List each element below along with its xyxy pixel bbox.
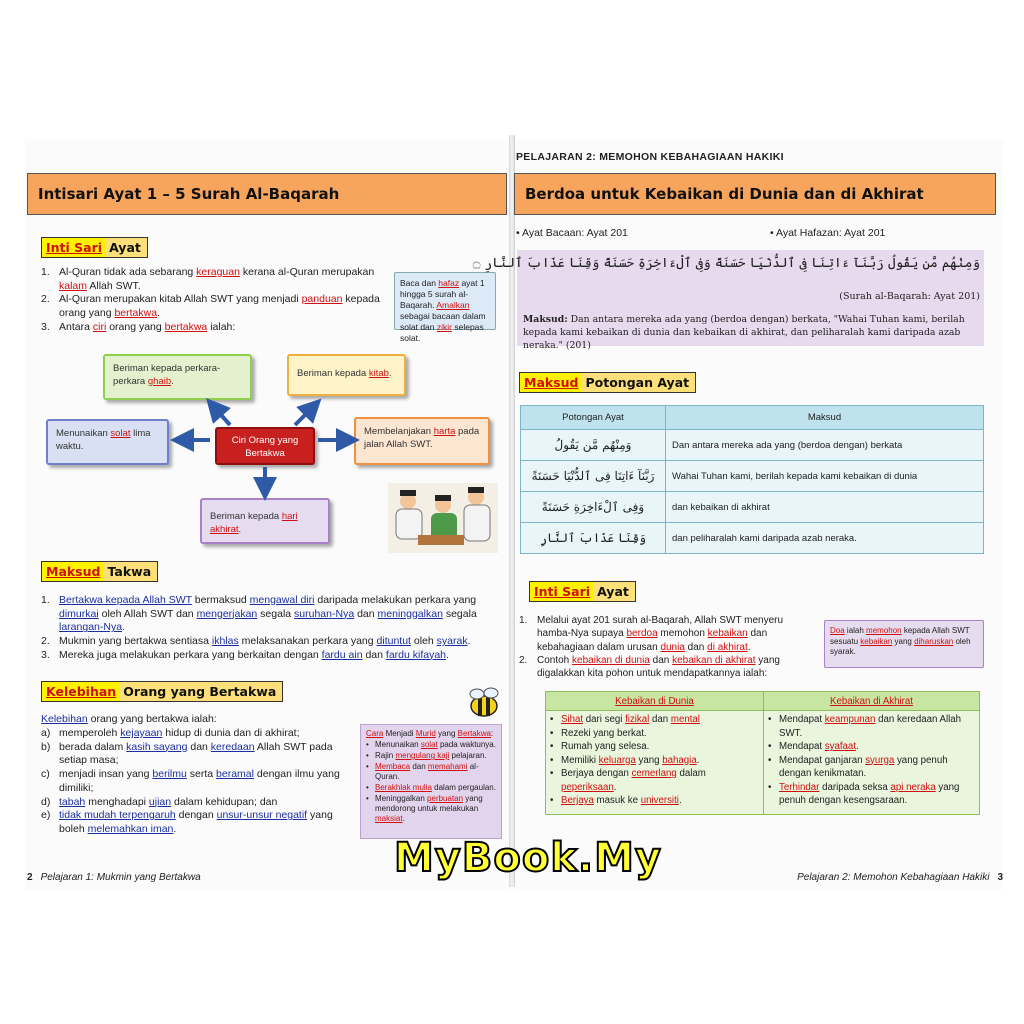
list-text: Memiliki keluarga yang bahagia. — [561, 754, 700, 766]
cara-title-part: : — [490, 729, 494, 738]
keyword: hafaz — [438, 278, 460, 288]
takwa-heading — [41, 561, 158, 582]
keyword: syurga — [865, 754, 895, 766]
keyword: bahagia — [662, 754, 697, 766]
keyword: melemahkan iman — [87, 822, 174, 835]
list-number: 1. — [519, 615, 528, 626]
list-text: Sihat dari segi fizikal dan mental — [561, 714, 700, 725]
list-letter: c) — [41, 768, 50, 781]
heading-text: Takwa — [104, 561, 158, 582]
bullet: • — [366, 762, 369, 771]
keyword: peperiksaan — [561, 781, 614, 793]
box-solat: Menunaikan solat lima waktu. — [46, 419, 169, 465]
surah-reference: (Surah al-Baqarah: Ayat 201) — [839, 291, 980, 302]
keyword: tidak mudah terpengaruh — [59, 809, 176, 822]
ayat-hafazan: • Ayat Hafazan: Ayat 201 — [770, 227, 886, 239]
table-row — [521, 430, 984, 461]
cara-title-part: Cara — [366, 729, 384, 738]
list-item — [519, 614, 819, 654]
footer-left — [27, 872, 201, 883]
keyword: kebaikan di dunia — [572, 654, 650, 666]
book-spine — [509, 135, 515, 887]
keyword: suruhan-Nya — [294, 607, 355, 620]
heading-text: Potongan Ayat — [582, 372, 696, 393]
list-text: Bertakwa kepada Allah SWT bermaksud mengawal diri daripada melakukan perkara yang dimurkai oleh Allah SWT dan mengerjakan segala suruhan-Nya dan meninggalkan segala larangan-Nya. — [59, 594, 477, 634]
footer-right — [788, 872, 1003, 883]
keyword: berilmu — [152, 768, 187, 781]
hafaz-note: Baca dan hafaz ayat 1 hingga 5 surah al-Baqarah. Amalkan sebagai bacaan dalam solat dan zikir selepas solat. — [394, 272, 496, 330]
ayat-bacaan: • Ayat Bacaan: Ayat 201 — [516, 227, 628, 239]
list-text: Mendapat syafaat. — [779, 741, 859, 752]
cara-item-text: Rajin mengulang kaji pelajaran. — [375, 751, 487, 760]
arabic-cell: وَمِنْهُم مَّن يَقُولُ — [521, 430, 666, 461]
bee-icon — [464, 684, 504, 722]
list-item — [550, 740, 759, 754]
keyword: perbuatan — [427, 794, 464, 803]
left-banner: Intisari Ayat 1 – 5 Surah Al-Baqarah — [27, 173, 507, 215]
list-item — [41, 635, 501, 649]
cara-item-text: Menunaikan solat pada waktunya. — [375, 740, 496, 749]
list-number: 3. — [41, 320, 50, 333]
list-item — [41, 649, 501, 663]
list-text: Mendapat keampunan dan keredaan Allah SWT. — [779, 714, 962, 739]
keyword: Berjaya — [561, 795, 594, 806]
maksud-paragraph — [523, 313, 981, 352]
bullet: • — [768, 741, 772, 752]
meaning-cell: Dan antara mereka ada yang (berdoa dengan) berkata — [666, 430, 984, 461]
keyword: Kelebihan — [41, 713, 88, 725]
list-text: Mukmin yang bertakwa sentiasa ikhlas melaksanakan perkara yang dituntut oleh syarak. — [59, 635, 471, 648]
list-text: Melalui ayat 201 surah al-Baqarah, Allah SWT menyeru hamba-Nya supaya berdoa memohon kebaikan dan kebahagiaan dalam urusan dunia dan di akhirat. — [537, 615, 784, 653]
meaning-cell: dan peliharalah kami daripada azab neraka. — [666, 523, 984, 554]
keyword: dunia — [660, 641, 685, 653]
bullet: • — [366, 751, 369, 760]
doa-note: Doa ialah memohon kepada Allah SWT sesuatu kebaikan yang diharuskan oleh syarak. — [824, 620, 984, 668]
list-item — [550, 754, 759, 768]
list-text: Rezeki yang berkat. — [561, 727, 647, 739]
arabic-cell: وَفِى ٱلْءَاخِرَةِ حَسَنَةً — [521, 492, 666, 523]
bullet: • — [550, 754, 554, 766]
keyword: kasih sayang — [126, 740, 188, 753]
keyword: larangan-Nya — [59, 621, 123, 634]
meaning-cell: dan kebaikan di akhirat — [666, 492, 984, 523]
table-row — [521, 523, 984, 554]
list-text: menjadi insan yang berilmu serta beramal dengan ilmu yang dimiliki; — [59, 768, 340, 794]
kebaikan-akhirat-cell — [764, 711, 980, 815]
list-number: 1. — [41, 594, 50, 606]
keyword: keredaan — [210, 740, 255, 753]
keyword: syarak — [436, 635, 468, 648]
keyword: panduan — [301, 293, 343, 306]
list-letter: a) — [41, 727, 51, 739]
kebaikan-dunia-cell — [546, 711, 764, 815]
list-letter: d) — [41, 795, 51, 808]
intisari-list-left — [41, 266, 386, 335]
list-item — [41, 768, 353, 795]
heading-keyword: Kelebihan — [41, 681, 120, 702]
list-item — [41, 266, 386, 293]
keyword: dimurkai — [59, 607, 99, 620]
list-number: 3. — [41, 648, 50, 661]
cara-item — [366, 783, 496, 793]
cara-title-part: yang — [435, 729, 458, 738]
keyword: ghaib — [147, 376, 172, 387]
list-text: Terhindar daripada seksa api neraka yang penuh dengan kesengsaraan. — [779, 781, 960, 806]
box-akhirat: Beriman kepada hari akhirat. — [200, 498, 330, 544]
keyword: fardu kifayah — [385, 648, 447, 661]
bullet: • — [550, 727, 554, 739]
keyword: api neraka — [890, 781, 936, 793]
col-header: Kebaikan di Akhirat — [764, 692, 980, 711]
cara-item-text: Membaca dan memahami al-Quran. — [375, 762, 479, 781]
keyword: cemerlang — [631, 768, 677, 779]
keyword: Bertakwa kepada Allah SWT — [59, 594, 192, 606]
footer-text: Pelajaran 2: Memohon Kebahagiaan Hakiki — [797, 872, 990, 883]
students-illustration — [388, 483, 498, 553]
heading-keyword: Maksud — [41, 561, 104, 582]
heading-text: Orang yang Bertakwa — [120, 681, 283, 702]
bullet: • — [768, 714, 772, 725]
bullet: • — [550, 714, 554, 725]
page-header-title: PELAJARAN 2: MEMOHON KEBAHAGIAAN HAKIKI — [516, 151, 784, 163]
cara-item-text: Berakhlak mulia dalam pergaulan. — [375, 783, 496, 792]
cara-item — [366, 794, 496, 824]
list-item — [41, 796, 353, 810]
bullet: • — [550, 768, 554, 779]
keyword: keraguan — [196, 266, 240, 278]
col-header: Potongan Ayat — [521, 406, 666, 430]
col-header: Kebaikan di Dunia — [546, 692, 764, 711]
list-number: 2. — [41, 635, 50, 648]
list-text: Contoh kebaikan di dunia dan kebaikan di akhirat yang digalakkan kita pohon untuk mendapatkannya ialah: — [537, 654, 780, 680]
keyword: Berakhlak mulia — [375, 783, 432, 792]
kebaikan-table — [545, 691, 980, 815]
keyword: solat — [110, 428, 131, 439]
cara-title-part: Menjadi — [383, 729, 416, 738]
cara-list — [366, 740, 496, 824]
arabic-verse: وَمِنْهُم مَّن يَقُولُ رَبَّنَآ ءَاتِنَا فِى ٱلدُّنْيَا حَسَنَةً وَفِى ٱلْءَاخِرَةِ حَسَنَةً وَقِنَا عَذَابَ ٱلنَّارِ ۝ — [472, 256, 980, 271]
watermark: MyBook.My — [394, 835, 663, 881]
bullet: • — [768, 781, 772, 793]
keyword: mengerjakan — [196, 607, 258, 620]
cara-murid-box — [360, 724, 502, 839]
bullet: • — [366, 740, 369, 749]
footer-text: Pelajaran 1: Mukmin yang Bertakwa — [40, 872, 201, 883]
keyword: Sihat — [561, 714, 584, 725]
cara-title-part: Bertakwa — [457, 729, 491, 738]
kelebihan-heading — [41, 681, 283, 702]
list-item — [41, 293, 386, 320]
list-text: Berjaya masuk ke universiti. — [561, 795, 682, 806]
list-text: Mereka juga melakukan perkara yang berkaitan dengan fardu ain dan fardu kifayah. — [59, 648, 449, 661]
list-text: tidak mudah terpengaruh dengan unsur-unsur negatif yang boleh melemahkan iman. — [59, 809, 333, 835]
bullet: • — [768, 754, 772, 766]
table-row — [521, 461, 984, 492]
list-item — [41, 727, 353, 741]
keyword: bertakwa — [164, 320, 208, 333]
list-item — [41, 321, 386, 335]
heading-keyword: Maksud — [519, 372, 582, 393]
box-kitab: Beriman kepada kitab. — [287, 354, 406, 396]
list-letter: b) — [41, 740, 51, 753]
arabic-cell: رَبَّنَآ ءَاتِنَا فِى ٱلدُّنْيَا حَسَنَةً — [521, 461, 666, 492]
list-item — [550, 767, 759, 794]
keyword: ujian — [148, 795, 172, 808]
keyword: harta — [433, 426, 456, 437]
list-item — [768, 754, 975, 781]
keyword: Terhindar — [779, 781, 820, 793]
keyword: tabah — [59, 795, 86, 808]
col-header: Maksud — [666, 406, 984, 430]
keyword: keluarga — [598, 754, 636, 766]
keyword: mental — [670, 714, 700, 725]
keyword: kitab — [368, 368, 389, 379]
keyword: ciri — [92, 320, 107, 333]
cara-item — [366, 751, 496, 761]
keyword: memahami — [427, 762, 468, 771]
keyword: hari akhirat — [210, 511, 298, 535]
list-item — [519, 654, 819, 681]
cara-item — [366, 740, 496, 750]
arabic-cell: وَقِنَا عَذَابَ ٱلنَّارِ — [521, 523, 666, 554]
keyword: mengawal diri — [249, 594, 315, 606]
keyword: unsur-unsur negatif — [216, 809, 308, 822]
keyword: Doa — [830, 626, 845, 635]
list-item — [41, 809, 353, 836]
keyword: di akhirat — [707, 641, 748, 653]
potongan-table — [520, 405, 984, 554]
keyword: berdoa — [626, 628, 658, 640]
keyword: kebaikan — [707, 628, 748, 640]
keyword: memohon — [866, 626, 902, 635]
heading-keyword: Inti Sari — [529, 581, 594, 602]
bullet: • — [366, 783, 369, 792]
list-text: Rumah yang selesa. — [561, 741, 650, 752]
keyword: dituntut — [376, 635, 411, 648]
list-item — [768, 713, 975, 740]
box-center-ciri: Ciri Orang yang Bertakwa — [215, 427, 315, 465]
keyword: meninggalkan — [377, 607, 443, 620]
list-item — [768, 740, 975, 754]
bullet: • — [550, 795, 554, 806]
keyword: kalam — [59, 279, 88, 292]
keyword: universiti — [640, 795, 679, 806]
list-item — [41, 741, 353, 768]
keyword: solat — [420, 740, 438, 749]
keyword: bertakwa — [114, 307, 158, 320]
list-item — [550, 727, 759, 741]
cara-item-text: Meninggalkan perbuatan yang mendorong untuk melakukan maksiat. — [375, 794, 483, 823]
keyword: zikir — [436, 322, 452, 332]
diagram-arrows — [170, 395, 360, 500]
cara-item — [366, 762, 496, 782]
list-number: 1. — [41, 266, 50, 278]
heading-text: Ayat — [594, 581, 636, 602]
keyword: mengulang kaji — [395, 751, 450, 760]
page-number: 3 — [997, 872, 1003, 883]
list-number: 2. — [519, 654, 528, 666]
bullet: • — [366, 794, 369, 803]
cara-title-part: Murid — [415, 729, 436, 738]
box-ghaib: Beriman kepada perkara-perkara ghaib. — [103, 354, 252, 400]
keyword: diharuskan — [914, 636, 954, 646]
potongan-heading — [519, 372, 696, 393]
intisari-heading-left — [41, 237, 148, 258]
keyword: kebaikan di akhirat — [672, 654, 756, 666]
keyword: kejayaan — [120, 727, 163, 739]
ayat-hafazan-text: Ayat Hafazan: Ayat 201 — [776, 227, 886, 239]
box-harta: Membelanjakan harta pada jalan Allah SWT. — [354, 417, 490, 465]
list-item — [550, 713, 759, 727]
table-row — [521, 492, 984, 523]
keyword: keampunan — [824, 714, 876, 725]
list-text: tabah menghadapi ujian dalam kehidupan; dan — [59, 795, 278, 808]
list-item — [550, 794, 759, 808]
list-text: memperoleh kejayaan hidup di dunia dan di akhirat; — [59, 727, 300, 739]
keyword: Membaca — [375, 762, 411, 771]
list-number: 2. — [41, 293, 50, 306]
keyword: syafaat — [824, 741, 857, 752]
intisari-heading-right — [529, 581, 636, 602]
keyword: fizikal — [625, 714, 650, 725]
list-text: Antara ciri orang yang bertakwa ialah: — [59, 320, 236, 333]
kelebihan-list — [41, 727, 353, 837]
list-text: berada dalam kasih sayang dan keredaan Allah SWT pada setiap masa; — [59, 740, 333, 767]
list-item — [768, 781, 975, 808]
bullet: • — [550, 741, 554, 752]
maksud-label: Maksud: — [523, 314, 568, 325]
list-text: Al-Quran tidak ada sebarang keraguan kerana al-Quran merupakan kalam Allah SWT. — [59, 266, 375, 292]
heading-keyword: Inti Sari — [41, 237, 106, 258]
keyword: maksiat — [375, 814, 403, 823]
keyword: beramal — [216, 768, 254, 781]
heading-text: Ayat — [106, 237, 148, 258]
list-text: Mendapat ganjaran syurga yang penuh dengan kenikmatan. — [779, 754, 948, 779]
ayat-bacaan-text: Ayat Bacaan: Ayat 201 — [522, 227, 628, 239]
keyword: kebaikan — [860, 636, 893, 646]
cara-title — [366, 729, 496, 739]
page-number: 2 — [27, 872, 33, 883]
list-letter: e) — [41, 809, 51, 822]
maksud-text: Dan antara mereka ada yang (berdoa dengan) berkata, "Wahai Tuhan kami, berilah kepada kami kebaikan di dunia dan kebaikan di akhirat, dan peliharalah kami daripada azab neraka." (201) — [523, 314, 965, 351]
keyword: fardu ain — [321, 648, 363, 661]
intisari-list-right — [519, 614, 819, 680]
meaning-cell: Wahai Tuhan kami, berilah kepada kami kebaikan di dunia — [666, 461, 984, 492]
keyword: Amalkan — [436, 300, 470, 310]
list-text: Berjaya dengan cemerlang dalam peperiksaan. — [561, 768, 706, 793]
kelebihan-intro: Kelebihan orang yang bertakwa ialah: — [41, 713, 217, 725]
list-text: Al-Quran merupakan kitab Allah SWT yang menjadi panduan kepada orang yang bertakwa. — [59, 293, 380, 320]
right-banner: Berdoa untuk Kebaikan di Dunia dan di Akhirat — [514, 173, 996, 215]
takwa-list — [41, 594, 501, 663]
keyword: ikhlas — [211, 635, 239, 648]
list-item — [41, 594, 501, 635]
